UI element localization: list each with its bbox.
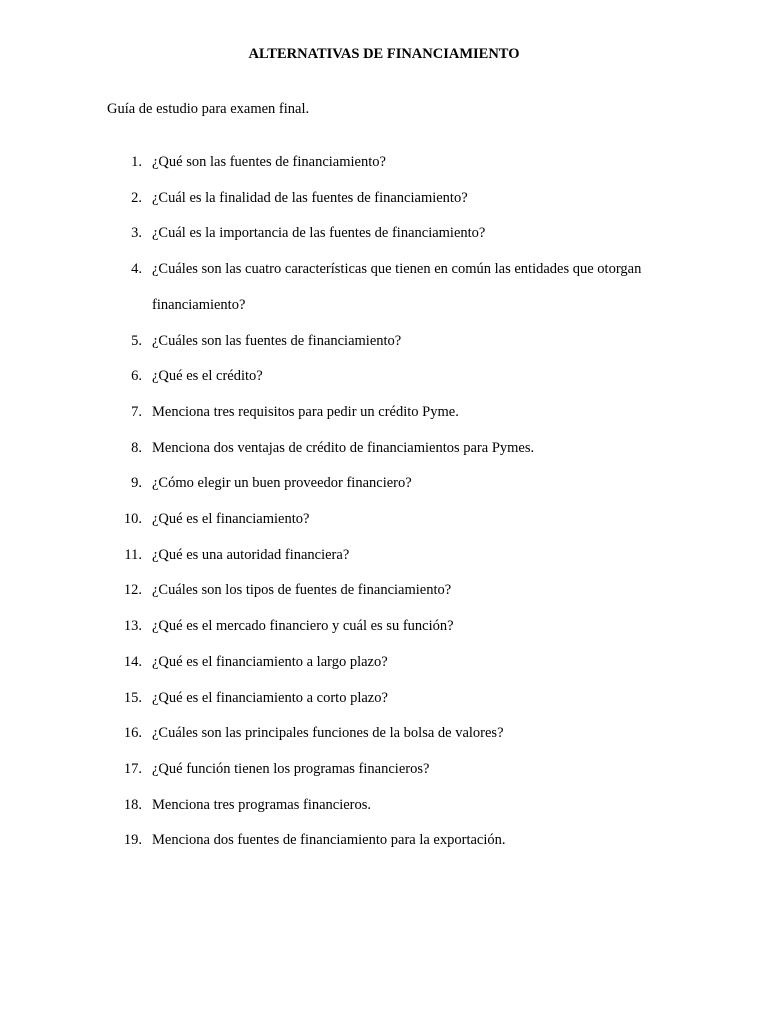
question-number: 4. (131, 261, 142, 278)
question-number: 5. (131, 332, 142, 349)
question-text: Menciona tres programas financieros. (152, 796, 372, 813)
question-text: ¿Cuál es la finalidad de las fuentes de financiamiento? (152, 189, 468, 206)
document-title: ALTERNATIVAS DE FINANCIAMIENTO (248, 46, 520, 62)
question-number: 18. (123, 796, 142, 813)
question-number: 6. (131, 368, 142, 385)
question-item (0, 573, 768, 609)
question-number: 7. (131, 403, 142, 420)
question-item (0, 431, 768, 467)
question-text: ¿Cómo elegir un buen proveedor financiero? (152, 475, 412, 492)
question-item (0, 788, 768, 824)
question-number: 8. (131, 439, 142, 456)
question-text: ¿Cuál es la importancia de las fuentes de financiamiento? (152, 225, 486, 242)
question-number: 14. (123, 653, 142, 670)
question-number: 16. (123, 725, 142, 742)
question-text: ¿Cuáles son las principales funciones de la bolsa de valores? (152, 725, 504, 742)
question-item (0, 502, 768, 538)
question-item (0, 466, 768, 502)
question-number: 9. (131, 475, 142, 492)
question-list (0, 145, 768, 859)
question-text: ¿Qué es una autoridad financiera? (152, 546, 350, 563)
question-number: 12. (123, 582, 142, 599)
question-number: 2. (131, 189, 142, 206)
question-text: ¿Qué es el crédito? (152, 368, 263, 385)
question-item (0, 216, 768, 252)
question-text: ¿Cuáles son los tipos de fuentes de financiamiento? (152, 582, 452, 599)
question-text: Menciona tres requisitos para pedir un crédito Pyme. (152, 403, 459, 420)
question-item (0, 181, 768, 217)
question-number: 19. (123, 832, 142, 849)
question-item (0, 538, 768, 574)
question-text: ¿Qué función tienen los programas financieros? (152, 760, 430, 777)
question-item (0, 395, 768, 431)
question-number: 15. (123, 689, 142, 706)
question-number: 10. (123, 511, 142, 528)
question-item (0, 609, 768, 645)
question-text: ¿Qué es el financiamiento a corto plazo? (152, 689, 388, 706)
question-item (0, 324, 768, 360)
question-item (0, 716, 768, 752)
question-item (0, 145, 768, 181)
question-text: ¿Cuáles son las cuatro características que tienen en común las entidades que otorgan financiamiento? (152, 261, 642, 313)
question-text: Menciona dos fuentes de financiamiento para la exportación. (152, 832, 506, 849)
question-item (0, 252, 768, 323)
question-number: 11. (124, 546, 142, 563)
question-text: ¿Cuáles son las fuentes de financiamiento? (152, 332, 402, 349)
question-number: 13. (123, 618, 142, 635)
question-item (0, 752, 768, 788)
question-item (0, 359, 768, 395)
question-number: 17. (123, 760, 142, 777)
question-number: 3. (131, 225, 142, 242)
question-text: ¿Qué es el financiamiento? (152, 511, 310, 528)
question-text: ¿Qué son las fuentes de financiamiento? (152, 154, 386, 170)
question-text: Menciona dos ventajas de crédito de financiamientos para Pymes. (152, 439, 535, 456)
question-text: ¿Qué es el financiamiento a largo plazo? (152, 653, 388, 670)
document-intro: Guía de estudio para examen final. (107, 101, 310, 117)
question-text: ¿Qué es el mercado financiero y cuál es su función? (152, 618, 454, 635)
question-item (0, 681, 768, 717)
question-item (0, 645, 768, 681)
question-number: 1. (131, 154, 142, 170)
question-item (0, 823, 768, 859)
